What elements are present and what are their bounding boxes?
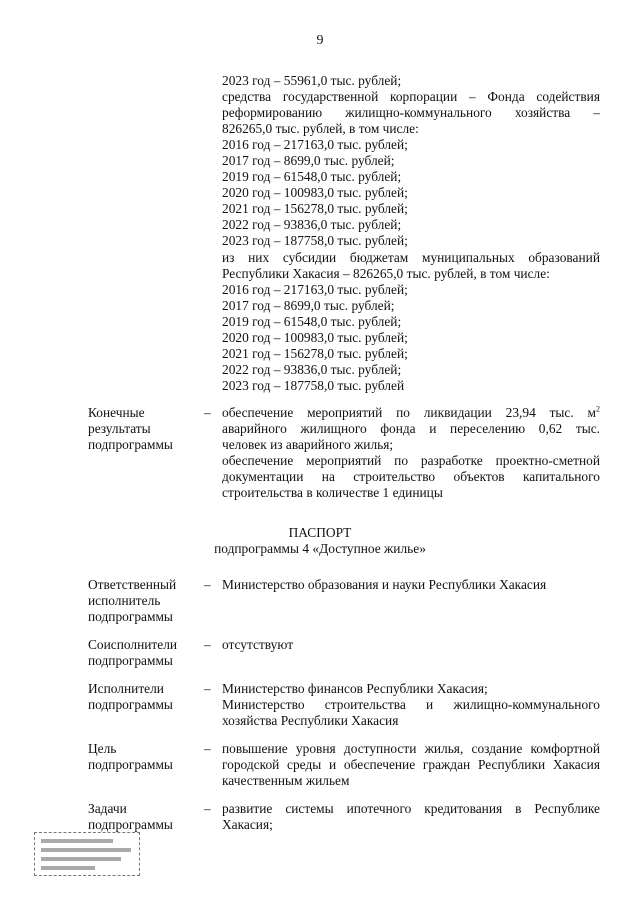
goal-value-3: качественным жильем: [222, 773, 350, 788]
fund-year-2017: 2017 год – 8699,0 тыс. рублей;: [222, 153, 395, 168]
goal-dash: –: [204, 741, 211, 756]
subsidy-year-2017: 2017 год – 8699,0 тыс. рублей;: [222, 298, 395, 313]
page-number: 9: [316, 33, 324, 48]
stamp-line: [41, 866, 95, 870]
stamp-line: [41, 848, 131, 852]
stamp-line: [41, 857, 121, 861]
funding-line-2023: 2023 год – 55961,0 тыс. рублей;: [222, 73, 402, 88]
passport-subtitle: подпрограммы 4 «Доступное жилье»: [214, 541, 426, 556]
executors-label-1: Исполнители: [88, 681, 164, 696]
passport-title: ПАСПОРТ: [288, 525, 352, 540]
subsidy-year-2021: 2021 год – 156278,0 тыс. рублей;: [222, 346, 408, 361]
executors-dash: –: [204, 681, 211, 696]
subsidy-year-2016: 2016 год – 217163,0 тыс. рублей;: [222, 282, 408, 297]
responsible-label-2: исполнитель: [88, 593, 161, 608]
coexecutors-dash: –: [204, 637, 211, 652]
results-line-1: [222, 405, 600, 421]
coexecutors-value: отсутствуют: [222, 637, 294, 652]
stamp-line: [41, 839, 113, 843]
responsible-label-3: подпрограммы: [88, 609, 173, 624]
tasks-value-2: Хакасия;: [222, 817, 273, 832]
results-line-1-sup: 2: [596, 404, 600, 414]
subsidy-intro-1: из них субсидии бюджетам муниципальных образований: [222, 250, 600, 265]
subsidy-intro-2: Республики Хакасия – 826265,0 тыс. рублей, в том числе:: [222, 266, 550, 281]
results-line-3: человек из аварийного жилья;: [222, 437, 394, 452]
results-dash: –: [204, 405, 211, 420]
results-label-1: Конечные: [88, 405, 145, 420]
fund-year-2019: 2019 год – 61548,0 тыс. рублей;: [222, 169, 402, 184]
results-label-2: результаты: [88, 421, 151, 436]
subsidy-year-2020: 2020 год – 100983,0 тыс. рублей;: [222, 330, 408, 345]
tasks-label-2: подпрограммы: [88, 817, 173, 832]
responsible-label-1: Ответственный: [88, 577, 177, 592]
subsidy-year-2022: 2022 год – 93836,0 тыс. рублей;: [222, 362, 402, 377]
goal-value-1: повышение уровня доступности жилья, создание комфортной: [222, 741, 600, 756]
registration-stamp: [34, 832, 140, 876]
goal-label-2: подпрограммы: [88, 757, 173, 772]
fund-intro-1: средства государственной корпорации – Фонда содействия: [222, 89, 600, 104]
fund-year-2023: 2023 год – 187758,0 тыс. рублей;: [222, 233, 408, 248]
goal-label-1: Цель: [88, 741, 117, 756]
results-line-2: аварийного жилищного фонда и переселению 0,62 тыс.: [222, 421, 600, 436]
executors-value-2: Министерство строительства и жилищно-коммунального: [222, 697, 600, 712]
tasks-value-1: развитие системы ипотечного кредитования в Республике: [222, 801, 600, 816]
responsible-dash: –: [204, 577, 211, 592]
results-line-5: документации на строительство объектов капитального: [222, 469, 600, 484]
fund-year-2016: 2016 год – 217163,0 тыс. рублей;: [222, 137, 408, 152]
fund-year-2021: 2021 год – 156278,0 тыс. рублей;: [222, 201, 408, 216]
fund-intro-2: реформированию жилищно-коммунального хозяйства –: [222, 105, 600, 120]
tasks-label-1: Задачи: [88, 801, 127, 816]
results-line-6: строительства в количестве 1 единицы: [222, 485, 443, 500]
fund-year-2020: 2020 год – 100983,0 тыс. рублей;: [222, 185, 408, 200]
results-label-3: подпрограммы: [88, 437, 173, 452]
coexecutors-label-2: подпрограммы: [88, 653, 173, 668]
responsible-value: Министерство образования и науки Республики Хакасия: [222, 577, 547, 592]
coexecutors-label-1: Соисполнители: [88, 637, 178, 652]
tasks-dash: –: [204, 801, 211, 816]
executors-value-1: Министерство финансов Республики Хакасия;: [222, 681, 488, 696]
subsidy-year-2023: 2023 год – 187758,0 тыс. рублей: [222, 378, 405, 393]
results-line-4: обеспечение мероприятий по разработке проектно-сметной: [222, 453, 600, 468]
executors-label-2: подпрограммы: [88, 697, 173, 712]
results-line-1-text: обеспечение мероприятий по ликвидации 23,94 тыс. м: [222, 405, 596, 420]
fund-year-2022: 2022 год – 93836,0 тыс. рублей;: [222, 217, 402, 232]
subsidy-year-2019: 2019 год – 61548,0 тыс. рублей;: [222, 314, 402, 329]
fund-intro-3: 826265,0 тыс. рублей, в том числе:: [222, 121, 419, 136]
executors-value-3: хозяйства Республики Хакасия: [222, 713, 399, 728]
goal-value-2: городской среды и обеспечение граждан Республики Хакасия: [222, 757, 600, 772]
